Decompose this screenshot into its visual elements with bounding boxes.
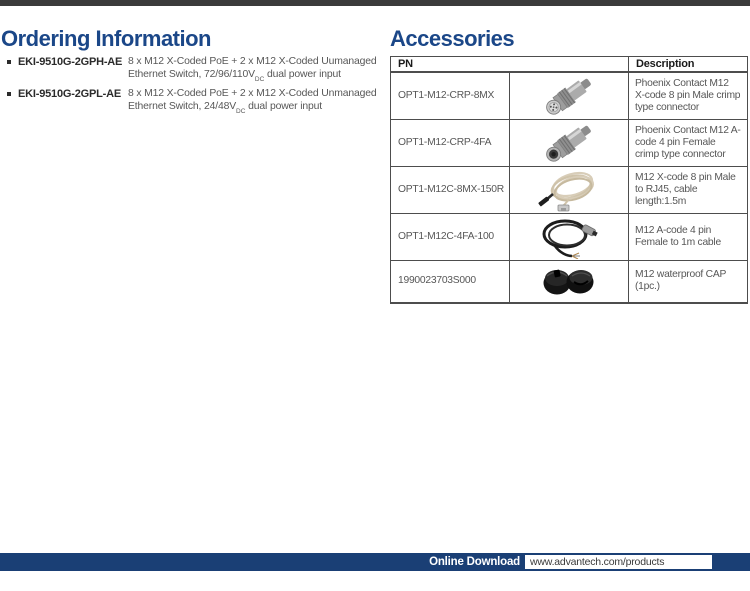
accessory-image-cell [510, 72, 629, 120]
online-download-label: Online Download [429, 556, 520, 568]
table-row [391, 167, 748, 214]
table-row [391, 261, 748, 303]
m12-a-code-4pin-female-connector-image [541, 121, 597, 165]
ordering-description-line2 [128, 69, 379, 86]
accessory-description: Phoenix Contact M12 X-code 8 pin Male crimp type connector [629, 72, 748, 120]
accessories-table [390, 56, 748, 304]
accessory-description: M12 A-code 4 pin Female to 1m cable [629, 214, 748, 261]
m12-x-code-8pin-male-connector-image [541, 74, 597, 118]
accessory-part-number: OPT1-M12-CRP-4FA [391, 120, 510, 167]
ordering-description-line1: 8 x M12 X-Coded PoE + 2 x M12 X-Coded Uumanaged [128, 56, 377, 67]
ordering-part-number: EKI-9510G-2GPL-AE [18, 88, 121, 101]
ordering-information-title: Ordering Information [1, 26, 211, 51]
online-download-url-link[interactable]: www.advantech.com/products [525, 555, 712, 569]
accessory-description: Phoenix Contact M12 A-code 4 pin Female crimp type connector [629, 120, 748, 167]
power-input-text: dual power input [245, 100, 323, 112]
table-row [391, 214, 748, 261]
dc-subscript: DC [236, 107, 246, 115]
top-divider-bar [0, 0, 750, 6]
accessory-description: M12 waterproof CAP (1pc.) [629, 261, 748, 303]
accessories-header-row [391, 57, 748, 73]
m12-a-code-female-cable-image [537, 215, 601, 259]
ordering-part-number: EKI-9510G-2GPH-AE [18, 56, 123, 68]
accessory-image-cell [510, 261, 629, 303]
m12-waterproof-caps-image [541, 262, 597, 300]
ordering-description [128, 88, 379, 117]
power-input-text: dual power input [264, 68, 341, 80]
voltage-text: Ethernet Switch, 72/96/110V [128, 68, 255, 80]
m12-to-rj45-cable-image [537, 168, 601, 212]
column-header-pn: PN [391, 57, 629, 73]
accessory-part-number: 1990023703S000 [391, 261, 510, 303]
bullet-square-icon [7, 92, 11, 96]
table-row [391, 72, 748, 120]
accessories-title: Accessories [390, 26, 515, 51]
accessory-description: M12 X-code 8 pin Male to RJ45, cable length:1.5m [629, 167, 748, 214]
accessory-image-cell [510, 214, 629, 261]
accessory-image-cell [510, 167, 629, 214]
ordering-item [7, 56, 379, 85]
table-row [391, 120, 748, 167]
accessory-part-number: OPT1-M12C-4FA-100 [391, 214, 510, 261]
dc-subscript: DC [254, 75, 265, 83]
voltage-text: Ethernet Switch, 24/48V [128, 100, 237, 112]
ordering-description [128, 56, 379, 85]
ordering-item [7, 88, 379, 117]
accessory-image-cell [510, 120, 629, 167]
bullet-square-icon [7, 60, 11, 64]
column-header-description: Description [629, 57, 748, 73]
accessory-part-number: OPT1-M12C-8MX-150R [391, 167, 510, 214]
accessory-part-number: OPT1-M12-CRP-8MX [391, 72, 510, 120]
ordering-list [7, 56, 379, 120]
ordering-description-line2 [128, 101, 379, 118]
ordering-description-line1: 8 x M12 X-Coded PoE + 2 x M12 X-Coded Unmanaged [128, 88, 377, 100]
footer-bar [0, 553, 750, 571]
